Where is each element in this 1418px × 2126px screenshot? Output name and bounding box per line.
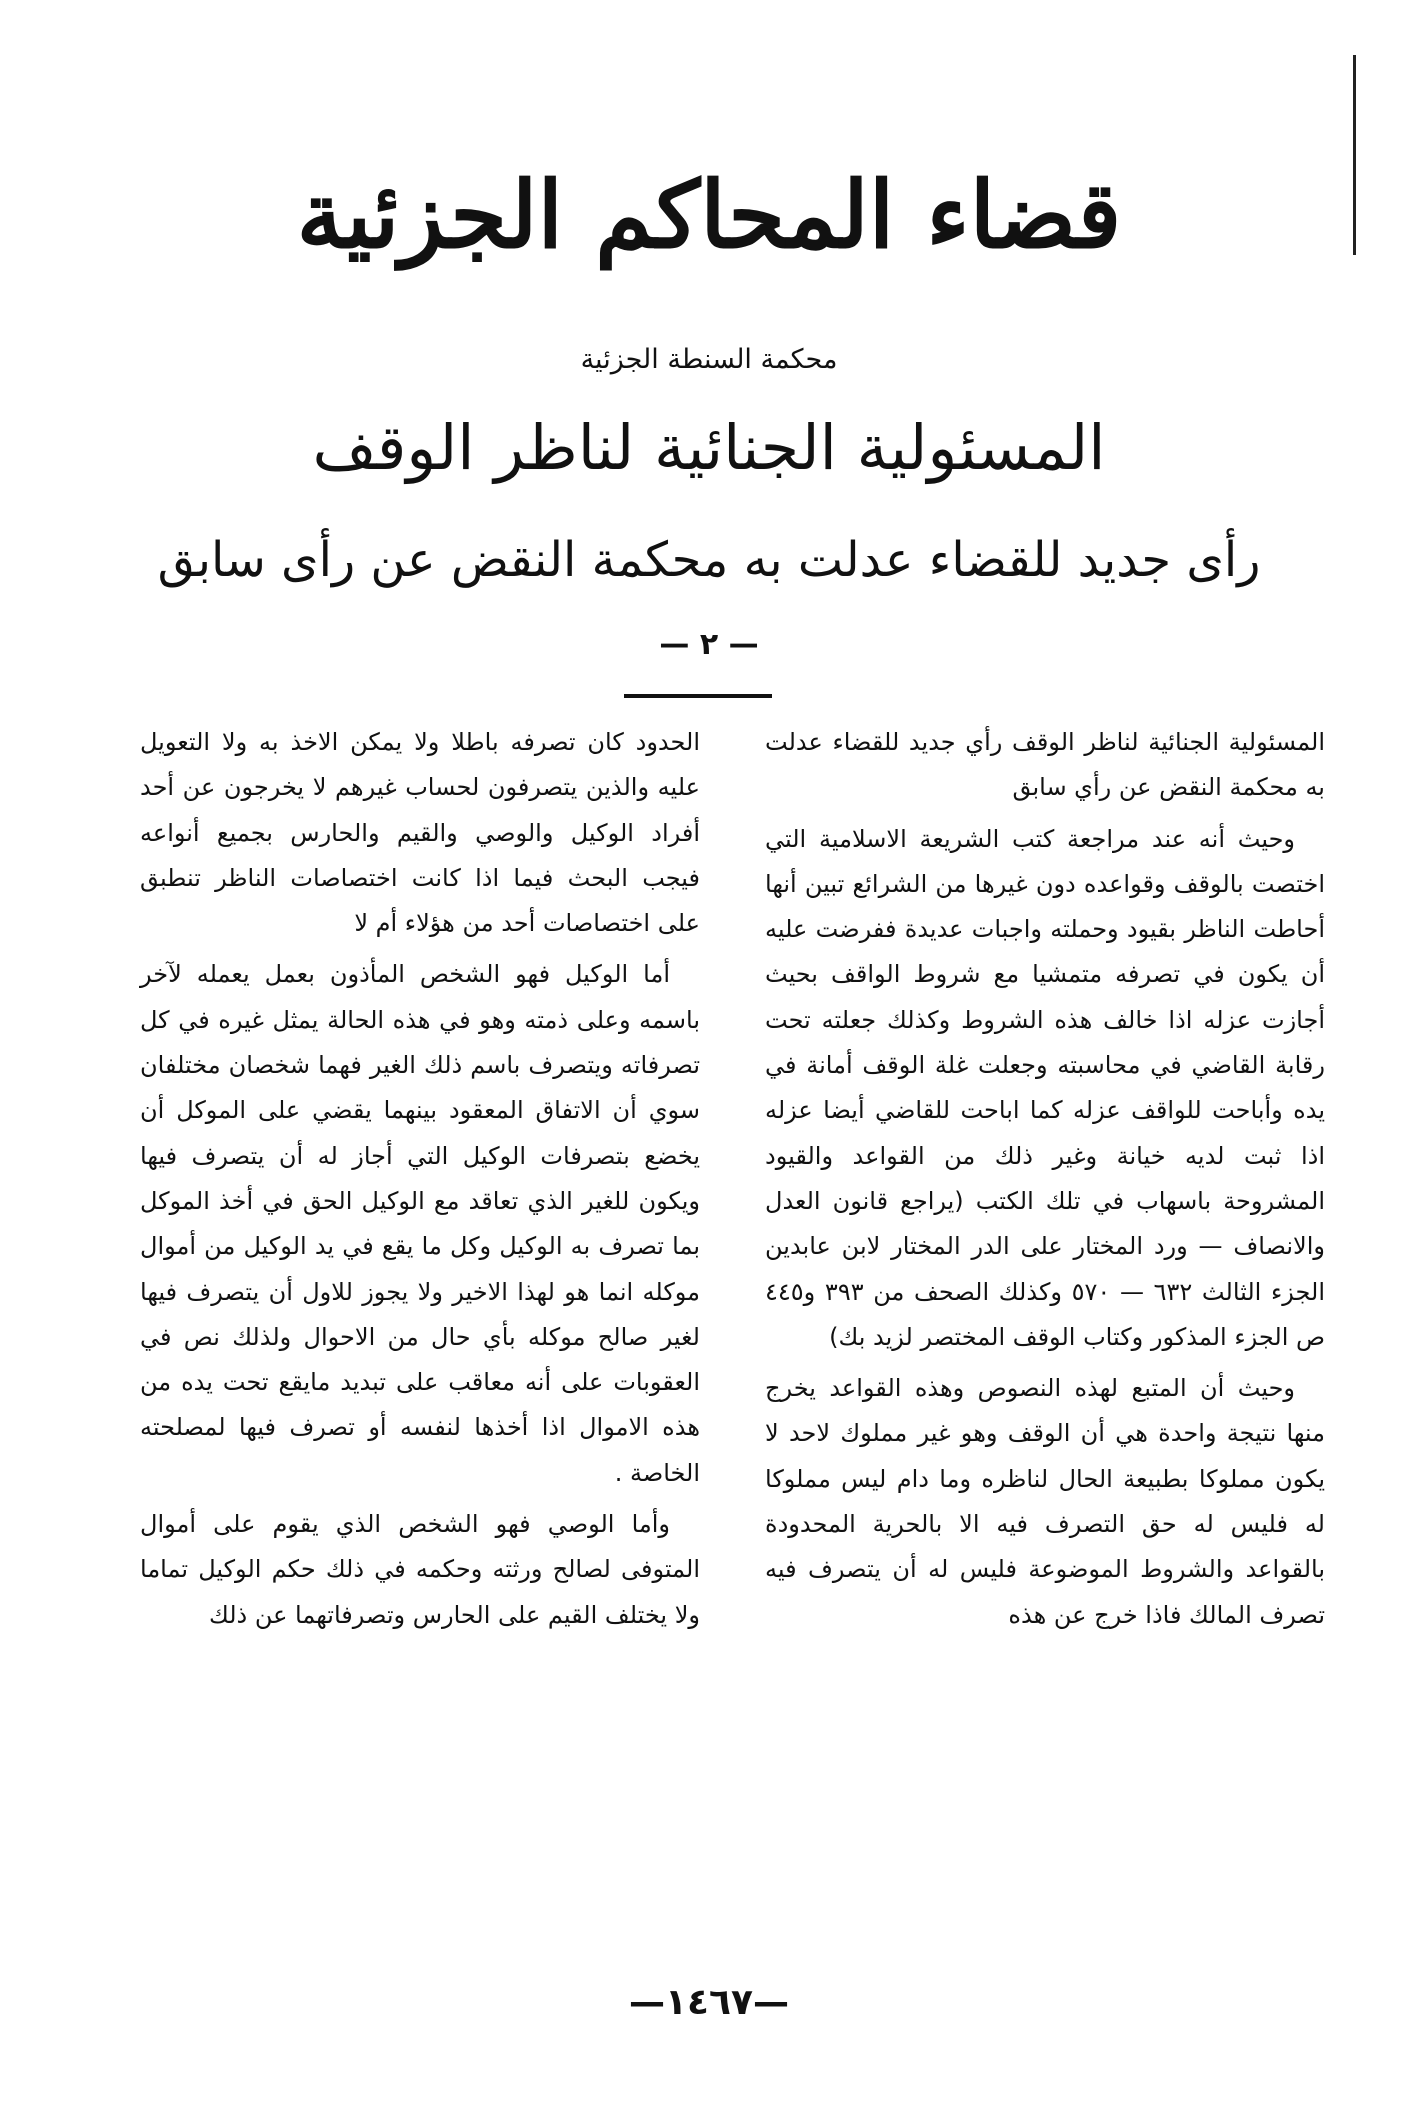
right-column [765, 720, 1325, 1644]
page-number: —١٤٦٧— [629, 1982, 789, 2023]
paragraph: الحدود كان تصرفه باطلا ولا يمكن الاخذ به ولا التعويل عليه والذين يتصرفون لحساب غيرهم لا يخرجون عن أحد أفراد الوكيل والوصي والقيم والحارس بجميع أنواعه فيجب البحث فيما اذا كانت اختصاصات الناظر تنطبق على اختصاصات أحد من هؤلاء أم لا [140, 728, 700, 938]
article-subtitle: رأى جديد للقضاء عدلت به محكمة النقض عن رأى سابق [157, 532, 1261, 588]
paragraph: وأما الوصي فهو الشخص الذي يقوم على أموال المتوفى لصالح ورثته وحكمه في ذلك حكم الوكيل تماما ولا يختلف القيم على الحارس وتصرفاتهما عن ذلك [140, 1510, 700, 1629]
paragraph: المسئولية الجنائية لناظر الوقف رأي جديد للقضاء عدلت به محكمة النقض عن رأي سابق [765, 728, 1325, 802]
article-title: المسئولية الجنائية لناظر الوقف [312, 411, 1106, 484]
part-number: — ٢ — [659, 627, 759, 662]
header-divider [624, 694, 772, 698]
paragraph: وحيث أنه عند مراجعة كتب الشريعة الاسلامية التي اختصت بالوقف وقواعده دون غيرها من الشرائع تبين أنها أحاطت الناظر بقيود وحملته واجبات عديدة ففرضت عليه أن يكون في تصرفه متمشيا مع شروط الواقف بحيث أجازت عزله اذا خالف هذه الشروط وكذلك جعلته تحت رقابة القاضي في محاسبته وجعلت غلة الوقف أمانة في يده وأباحت للواقف عزله كما اباحت للقاضي أيضا عزله اذا ثبت لديه خيانة وغير ذلك من القواعد والقيود المشروحة باسهاب في تلك الكتب (يراجع قانون العدل والانصاف — ورد المختار على الدر المختار لابن عابدين الجزء الثالث ٦٣٢ — ٥٧٠ وكذلك الصحف من ٣٩٣ و٤٤٥ ص الجزء المذكور وكتاب الوقف المختصر لزيد بك) [765, 824, 1326, 1351]
paragraph: أما الوكيل فهو الشخص المأذون بعمل يعمله لآخر باسمه وعلى ذمته وهو في هذه الحالة يمثل غيره في كل تصرفاته ويتصرف باسم ذلك الغير فهما شخصان مختلفان سوي أن الاتفاق المعقود بينهما يقضي على الموكل أن يخضع بتصرفات الوكيل التي أجاز له أن يتصرف فيها ويكون للغير الذي تعاقد مع الوكيل الحق في أخذ الموكل بما تصرف به الوكيل وكل ما يقع في يد الوكيل من أموال موكله انما هو لهذا الاخير ولا يجوز للاول أن يتصرف فيها لغير صالح موكله بأي حال من الاحوال ولذلك نص في العقوبات على أنه معاقب على تبديد مايقع تحت يده من هذه الاموال اذا أخذها لنفسه أو تصرف فيها لمصلحته الخاصة . [140, 960, 700, 1487]
section-title: قضاء المحاكم الجزئية [296, 161, 1122, 269]
paragraph: وحيث أن المتبع لهذه النصوص وهذه القواعد يخرج منها نتيجة واحدة هي أن الوقف وهو غير مملوك لاحد لا يكون مملوكا بطبيعة الحال لناظره وما دام ليس مملوكا له فليس له حق التصرف فيه الا بالحرية المحدودة بالقواعد والشروط الموضوعة فليس له أن يتصرف فيه تصرف المالك فاذا خرج عن هذه [765, 1374, 1325, 1629]
left-column [140, 720, 700, 1644]
court-name: محكمة السنطة الجزئية [580, 344, 838, 375]
